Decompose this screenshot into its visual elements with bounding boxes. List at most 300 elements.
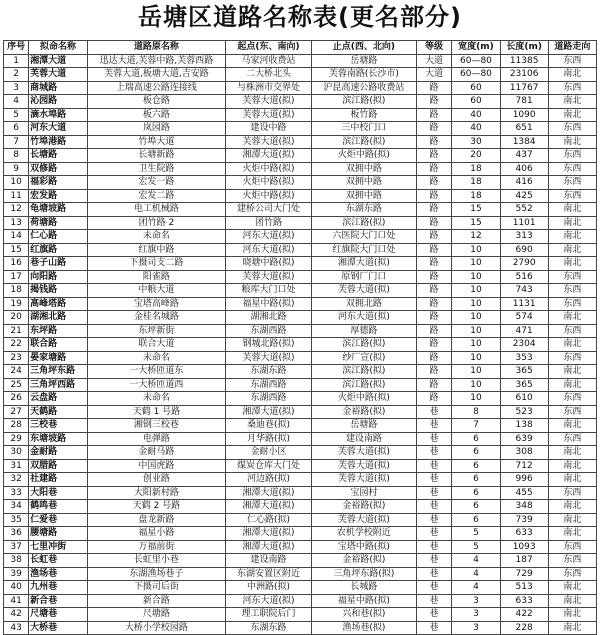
road-grade: 路 bbox=[416, 149, 452, 163]
road-grade: 路 bbox=[416, 297, 452, 311]
end-point: 三中校门口 bbox=[311, 122, 416, 136]
row-number: 37 bbox=[4, 540, 29, 554]
road-width: 3 bbox=[452, 594, 500, 608]
road-grade: 路 bbox=[416, 122, 452, 136]
new-road-name: 三角坪东路 bbox=[29, 365, 88, 379]
road-width: 4 bbox=[452, 567, 500, 581]
row-number: 12 bbox=[4, 203, 29, 217]
road-length: 11767 bbox=[500, 81, 548, 95]
table-body bbox=[4, 54, 597, 635]
new-road-name: 渔场巷 bbox=[29, 567, 88, 581]
row-number: 36 bbox=[4, 527, 29, 541]
new-road-name: 宏发路 bbox=[29, 189, 88, 203]
start-point: 湘潭大道(拟) bbox=[226, 540, 312, 554]
end-point: 滨江路(拟) bbox=[311, 95, 416, 109]
end-point: 渔场巷(拟) bbox=[311, 621, 416, 635]
end-point: 滨江路(拟) bbox=[311, 378, 416, 392]
road-grade: 巷 bbox=[416, 486, 452, 500]
new-road-name: 金耐路 bbox=[29, 446, 88, 460]
road-direction: 南北 bbox=[548, 473, 596, 487]
end-point: 河东大道(拟) bbox=[311, 311, 416, 325]
road-width: 10 bbox=[452, 365, 500, 379]
road-length: 712 bbox=[500, 459, 548, 473]
original-road-name: 宏发二路 bbox=[87, 189, 225, 203]
road-grade: 路 bbox=[416, 351, 452, 365]
road-width: 40 bbox=[452, 108, 500, 122]
row-number: 4 bbox=[4, 95, 29, 109]
road-direction: 东西 bbox=[548, 189, 596, 203]
road-length: 633 bbox=[500, 594, 548, 608]
end-point: 建设南路 bbox=[311, 432, 416, 446]
road-direction: 东西 bbox=[548, 392, 596, 406]
original-road-name: 竹埠大道 bbox=[87, 135, 225, 149]
table-row bbox=[4, 554, 597, 568]
table-header-row bbox=[4, 41, 597, 55]
original-road-name: 宏发一路 bbox=[87, 176, 225, 190]
end-point: 芙蓉南路(长沙市) bbox=[311, 68, 416, 82]
start-point: 东湖东路 bbox=[226, 621, 312, 635]
end-point: 芙蓉大道(拟) bbox=[311, 513, 416, 527]
row-number: 15 bbox=[4, 243, 29, 257]
road-width: 3 bbox=[452, 608, 500, 622]
row-number: 18 bbox=[4, 284, 29, 298]
road-direction: 东西 bbox=[548, 432, 596, 446]
table-row bbox=[4, 270, 597, 284]
road-length: 1101 bbox=[500, 216, 548, 230]
original-road-name: 湘钢三校巷 bbox=[87, 419, 225, 433]
new-road-name: 长塘路 bbox=[29, 149, 88, 163]
new-road-name: 沁园路 bbox=[29, 95, 88, 109]
original-road-name: 未命名 bbox=[87, 230, 225, 244]
start-point: 湘潭大道(拟) bbox=[226, 500, 312, 514]
start-point: 建设中路 bbox=[226, 122, 312, 136]
original-road-name: 创业路 bbox=[87, 473, 225, 487]
end-point: 板竹路 bbox=[311, 108, 416, 122]
road-width: 10 bbox=[452, 270, 500, 284]
road-width: 7 bbox=[452, 419, 500, 433]
road-direction: 东西 bbox=[548, 324, 596, 338]
new-road-name: 东坪路 bbox=[29, 324, 88, 338]
road-grade: 路 bbox=[416, 311, 452, 325]
road-direction: 东西 bbox=[548, 567, 596, 581]
original-road-name: 卫生院路 bbox=[87, 162, 225, 176]
end-point: 金裕路(拟) bbox=[311, 554, 416, 568]
original-road-name: 大阳新村路 bbox=[87, 486, 225, 500]
new-road-name: 滴水埠路 bbox=[29, 108, 88, 122]
original-road-name: 盘龙新路 bbox=[87, 513, 225, 527]
new-road-name: 向阳路 bbox=[29, 270, 88, 284]
road-width: 3 bbox=[452, 621, 500, 635]
new-road-name: 联合路 bbox=[29, 338, 88, 352]
end-point: 滨江路(拟) bbox=[311, 135, 416, 149]
document-title: 岳塘区道路名称表(更名部分) bbox=[138, 3, 462, 31]
end-point: 芙蓉大道(拟) bbox=[311, 446, 416, 460]
end-point: 福星中路(拟) bbox=[311, 594, 416, 608]
road-grade: 路 bbox=[416, 108, 452, 122]
original-road-name: 万福前街 bbox=[87, 540, 225, 554]
end-point: 芙蓉大道(拟) bbox=[311, 459, 416, 473]
start-point: 中洲路(拟) bbox=[226, 581, 312, 595]
original-road-name: 板六路 bbox=[87, 108, 225, 122]
new-road-name: 社建路 bbox=[29, 473, 88, 487]
road-width: 10 bbox=[452, 311, 500, 325]
start-point: 湘潭大道(拟) bbox=[226, 486, 312, 500]
col-header-length: 长度(m) bbox=[500, 41, 548, 55]
table-row bbox=[4, 540, 597, 554]
road-length: 365 bbox=[500, 378, 548, 392]
row-number: 30 bbox=[4, 446, 29, 460]
start-point: 芙蓉大道(拟) bbox=[226, 351, 312, 365]
new-road-name: 仁心路 bbox=[29, 230, 88, 244]
road-direction: 东西 bbox=[548, 162, 596, 176]
new-road-name: 双修路 bbox=[29, 162, 88, 176]
table-row bbox=[4, 122, 597, 136]
row-number: 7 bbox=[4, 135, 29, 149]
road-length: 23106 bbox=[500, 68, 548, 82]
road-direction: 南北 bbox=[548, 513, 596, 527]
row-number: 16 bbox=[4, 257, 29, 271]
new-road-name: 双腊路 bbox=[29, 459, 88, 473]
start-point: 金耐小区 bbox=[226, 446, 312, 460]
row-number: 32 bbox=[4, 473, 29, 487]
road-direction: 南北 bbox=[548, 243, 596, 257]
road-direction: 南北 bbox=[548, 594, 596, 608]
road-width: 60—80 bbox=[452, 68, 500, 82]
road-direction: 南北 bbox=[548, 311, 596, 325]
road-direction: 东西 bbox=[548, 54, 596, 68]
original-road-name: 未命名 bbox=[87, 351, 225, 365]
row-number: 29 bbox=[4, 432, 29, 446]
original-road-name: 金桂名城路 bbox=[87, 311, 225, 325]
road-width: 5 bbox=[452, 527, 500, 541]
original-road-name: 团竹路 2 bbox=[87, 216, 225, 230]
original-road-name: 东湖渔场巷子 bbox=[87, 567, 225, 581]
road-direction: 南北 bbox=[548, 527, 596, 541]
new-road-name: 仁爱巷 bbox=[29, 513, 88, 527]
road-direction: 南北 bbox=[548, 338, 596, 352]
row-number: 13 bbox=[4, 216, 29, 230]
road-length: 437 bbox=[500, 149, 548, 163]
row-number: 19 bbox=[4, 297, 29, 311]
road-grade: 路 bbox=[416, 257, 452, 271]
start-point: 晓塘中路(拟) bbox=[226, 257, 312, 271]
start-point: 建桥公司大门处 bbox=[226, 203, 312, 217]
start-point: 东湖西路 bbox=[226, 378, 312, 392]
row-number: 3 bbox=[4, 81, 29, 95]
road-length: 353 bbox=[500, 351, 548, 365]
road-length: 2304 bbox=[500, 338, 548, 352]
new-road-name: 三角坪西路 bbox=[29, 378, 88, 392]
table-row bbox=[4, 189, 597, 203]
table-row bbox=[4, 81, 597, 95]
row-number: 43 bbox=[4, 621, 29, 635]
start-point: 火炬中路(拟) bbox=[226, 162, 312, 176]
original-road-name: 电弹路 bbox=[87, 432, 225, 446]
road-length: 523 bbox=[500, 405, 548, 419]
road-length: 690 bbox=[500, 243, 548, 257]
table-row bbox=[4, 243, 597, 257]
road-length: 138 bbox=[500, 419, 548, 433]
col-header-width: 宽度(m) bbox=[452, 41, 500, 55]
road-grade: 路 bbox=[416, 338, 452, 352]
road-direction: 东西 bbox=[548, 284, 596, 298]
road-width: 10 bbox=[452, 338, 500, 352]
end-point: 滨江路(拟) bbox=[311, 338, 416, 352]
road-length: 1090 bbox=[500, 108, 548, 122]
road-direction: 东西 bbox=[548, 176, 596, 190]
table-row bbox=[4, 162, 597, 176]
road-grade: 巷 bbox=[416, 581, 452, 595]
row-number: 24 bbox=[4, 365, 29, 379]
table-row bbox=[4, 527, 597, 541]
new-road-name: 东塘坡路 bbox=[29, 432, 88, 446]
table-row bbox=[4, 351, 597, 365]
road-direction: 东西 bbox=[548, 554, 596, 568]
table-row bbox=[4, 594, 597, 608]
road-width: 15 bbox=[452, 216, 500, 230]
end-point: 宝园村 bbox=[311, 486, 416, 500]
original-road-name: 新合路 bbox=[87, 594, 225, 608]
road-width: 6 bbox=[452, 500, 500, 514]
end-point: 三角坪东路(拟) bbox=[311, 567, 416, 581]
row-number: 31 bbox=[4, 459, 29, 473]
table-row bbox=[4, 581, 597, 595]
road-width: 4 bbox=[452, 554, 500, 568]
road-width: 18 bbox=[452, 162, 500, 176]
table-row bbox=[4, 257, 597, 271]
end-point: 沪昆高速公路收费站 bbox=[311, 81, 416, 95]
end-point: 宝塔中路(拟) bbox=[311, 540, 416, 554]
original-road-name: 联合大道 bbox=[87, 338, 225, 352]
original-road-name: 电工机械路 bbox=[87, 203, 225, 217]
new-road-name: 湘潭大道 bbox=[29, 54, 88, 68]
road-grade: 路 bbox=[416, 216, 452, 230]
road-direction: 南北 bbox=[548, 608, 596, 622]
road-width: 60—80 bbox=[452, 54, 500, 68]
start-point: 煤炭仓库大门处 bbox=[226, 459, 312, 473]
road-length: 422 bbox=[500, 608, 548, 622]
col-header-end: 止点(西、北向) bbox=[311, 41, 416, 55]
table-row bbox=[4, 135, 597, 149]
road-length: 1384 bbox=[500, 135, 548, 149]
road-length: 187 bbox=[500, 554, 548, 568]
row-number: 11 bbox=[4, 189, 29, 203]
start-point: 湖湘北路 bbox=[226, 311, 312, 325]
table-row bbox=[4, 608, 597, 622]
row-number: 8 bbox=[4, 149, 29, 163]
road-width: 15 bbox=[452, 203, 500, 217]
table-row bbox=[4, 500, 597, 514]
road-grade: 路 bbox=[416, 189, 452, 203]
row-number: 35 bbox=[4, 513, 29, 527]
road-length: 1093 bbox=[500, 540, 548, 554]
road-length: 1131 bbox=[500, 297, 548, 311]
new-road-name: 龟塘坡路 bbox=[29, 203, 88, 217]
road-grade: 路 bbox=[416, 243, 452, 257]
road-length: 313 bbox=[500, 230, 548, 244]
table-row bbox=[4, 216, 597, 230]
start-point: 福星中路(拟) bbox=[226, 297, 312, 311]
row-number: 39 bbox=[4, 567, 29, 581]
road-length: 455 bbox=[500, 486, 548, 500]
new-road-name: 云盘路 bbox=[29, 392, 88, 406]
new-road-name: 新合巷 bbox=[29, 594, 88, 608]
original-road-name: 未命名 bbox=[87, 392, 225, 406]
start-point: 火炬中路(拟) bbox=[226, 189, 312, 203]
original-road-name: 大桥小学校园路 bbox=[87, 621, 225, 635]
road-width: 5 bbox=[452, 540, 500, 554]
original-road-name: 长塘新路 bbox=[87, 149, 225, 163]
start-point: 河东大道(拟) bbox=[226, 243, 312, 257]
col-header-no: 序号 bbox=[4, 41, 29, 55]
new-road-name: 七里冲街 bbox=[29, 540, 88, 554]
col-header-new-name: 拟命名称 bbox=[29, 41, 88, 55]
road-grade: 路 bbox=[416, 203, 452, 217]
end-point: 滨江路(拟) bbox=[311, 365, 416, 379]
new-road-name: 鹤鸣巷 bbox=[29, 500, 88, 514]
end-point: 双拥中路 bbox=[311, 162, 416, 176]
end-point: 东湖东路 bbox=[311, 203, 416, 217]
col-header-start: 起点(东、南向) bbox=[226, 41, 312, 55]
road-width: 18 bbox=[452, 189, 500, 203]
new-road-name: 晏家塘路 bbox=[29, 351, 88, 365]
road-length: 365 bbox=[500, 365, 548, 379]
road-length: 639 bbox=[500, 432, 548, 446]
road-grade: 巷 bbox=[416, 567, 452, 581]
new-road-name: 商城路 bbox=[29, 81, 88, 95]
table-row bbox=[4, 54, 597, 68]
table-row bbox=[4, 446, 597, 460]
road-width: 10 bbox=[452, 243, 500, 257]
road-direction: 南北 bbox=[548, 446, 596, 460]
road-direction: 南北 bbox=[548, 257, 596, 271]
table-row bbox=[4, 378, 597, 392]
end-point: 滨江路(拟) bbox=[311, 216, 416, 230]
end-point: 厚德路 bbox=[311, 324, 416, 338]
original-road-name: 上瑞高速公路连接线 bbox=[87, 81, 225, 95]
start-point: 东湖安置区附近 bbox=[226, 567, 312, 581]
road-length: 610 bbox=[500, 392, 548, 406]
end-point: 红旗院大门口处 bbox=[311, 243, 416, 257]
road-width: 60 bbox=[452, 95, 500, 109]
road-length: 228 bbox=[500, 621, 548, 635]
road-grade: 巷 bbox=[416, 473, 452, 487]
row-number: 26 bbox=[4, 392, 29, 406]
road-width: 10 bbox=[452, 392, 500, 406]
row-number: 9 bbox=[4, 162, 29, 176]
table-row bbox=[4, 297, 597, 311]
road-width: 60 bbox=[452, 81, 500, 95]
end-point: 岳塘路 bbox=[311, 54, 416, 68]
new-road-name: 芙蓉大道 bbox=[29, 68, 88, 82]
start-point: 芙蓉大道(拟) bbox=[226, 135, 312, 149]
start-point: 马家河收费站 bbox=[226, 54, 312, 68]
row-number: 14 bbox=[4, 230, 29, 244]
road-direction: 南北 bbox=[548, 581, 596, 595]
end-point: 金裕路(拟) bbox=[311, 500, 416, 514]
start-point: 东湖西路 bbox=[226, 324, 312, 338]
end-point: 双拥北路 bbox=[311, 297, 416, 311]
road-direction: 南北 bbox=[548, 216, 596, 230]
road-length: 739 bbox=[500, 513, 548, 527]
table-row bbox=[4, 405, 597, 419]
original-road-name: 东坪新街 bbox=[87, 324, 225, 338]
original-road-name: 板仓路 bbox=[87, 95, 225, 109]
start-point: 桑迪巷(拟) bbox=[226, 419, 312, 433]
original-road-name: 宝塔高峰路 bbox=[87, 297, 225, 311]
end-point: 芙蓉大道(拟) bbox=[311, 473, 416, 487]
road-grade: 巷 bbox=[416, 446, 452, 460]
original-road-name: 金耐马路 bbox=[87, 446, 225, 460]
road-width: 6 bbox=[452, 432, 500, 446]
road-length: 729 bbox=[500, 567, 548, 581]
col-header-grade: 等级 bbox=[416, 41, 452, 55]
new-road-name: 九州巷 bbox=[29, 581, 88, 595]
road-grade: 巷 bbox=[416, 419, 452, 433]
start-point: 河东大道(拟) bbox=[226, 594, 312, 608]
road-direction: 东西 bbox=[548, 122, 596, 136]
end-point: 纱厂宣(拟) bbox=[311, 351, 416, 365]
row-number: 20 bbox=[4, 311, 29, 325]
start-point: 湘潭大道(拟) bbox=[226, 405, 312, 419]
road-direction: 东西 bbox=[548, 351, 596, 365]
road-width: 40 bbox=[452, 122, 500, 136]
new-road-name: 红旗路 bbox=[29, 243, 88, 257]
end-point: 湘潭大道(拟) bbox=[311, 257, 416, 271]
road-grade: 巷 bbox=[416, 513, 452, 527]
start-point: 湘潭大道(拟) bbox=[226, 527, 312, 541]
new-road-name: 天鹤路 bbox=[29, 405, 88, 419]
original-road-name: 芙蓉大道,板塘大道,吉安路 bbox=[87, 68, 225, 82]
road-width: 10 bbox=[452, 351, 500, 365]
original-road-name: 一大桥匝道西 bbox=[87, 378, 225, 392]
table-row bbox=[4, 459, 597, 473]
road-length: 513 bbox=[500, 581, 548, 595]
road-grade: 巷 bbox=[416, 527, 452, 541]
road-direction: 南北 bbox=[548, 230, 596, 244]
table-row bbox=[4, 284, 597, 298]
road-direction: 东西 bbox=[548, 405, 596, 419]
end-point: 芙蓉大道(拟) bbox=[311, 284, 416, 298]
road-direction: 东西 bbox=[548, 270, 596, 284]
row-number: 1 bbox=[4, 54, 29, 68]
end-point: 双拥中路 bbox=[311, 189, 416, 203]
start-point: 粮库大门口处 bbox=[226, 284, 312, 298]
start-point: 建设南路 bbox=[226, 554, 312, 568]
start-point: 钢城北路(拟) bbox=[226, 338, 312, 352]
road-names-table bbox=[3, 40, 597, 635]
road-direction: 南北 bbox=[548, 378, 596, 392]
row-number: 41 bbox=[4, 594, 29, 608]
road-direction: 东西 bbox=[548, 297, 596, 311]
original-road-name: 下摄司后街 bbox=[87, 581, 225, 595]
start-point: 二大桥北头 bbox=[226, 68, 312, 82]
original-road-name: 下摄司支二路 bbox=[87, 257, 225, 271]
road-grade: 路 bbox=[416, 392, 452, 406]
start-point: 河东大道(拟) bbox=[226, 230, 312, 244]
table-row bbox=[4, 365, 597, 379]
original-road-name: 阳雀路 bbox=[87, 270, 225, 284]
col-header-direction: 道路走向 bbox=[548, 41, 596, 55]
end-point: 双拥中路 bbox=[311, 176, 416, 190]
end-point: 原钢厂门口 bbox=[311, 270, 416, 284]
original-road-name: 长虹里小巷 bbox=[87, 554, 225, 568]
road-width: 10 bbox=[452, 284, 500, 298]
road-width: 6 bbox=[452, 446, 500, 460]
end-point: 金裕路(拟) bbox=[311, 405, 416, 419]
road-grade: 巷 bbox=[416, 540, 452, 554]
table-row bbox=[4, 68, 597, 82]
